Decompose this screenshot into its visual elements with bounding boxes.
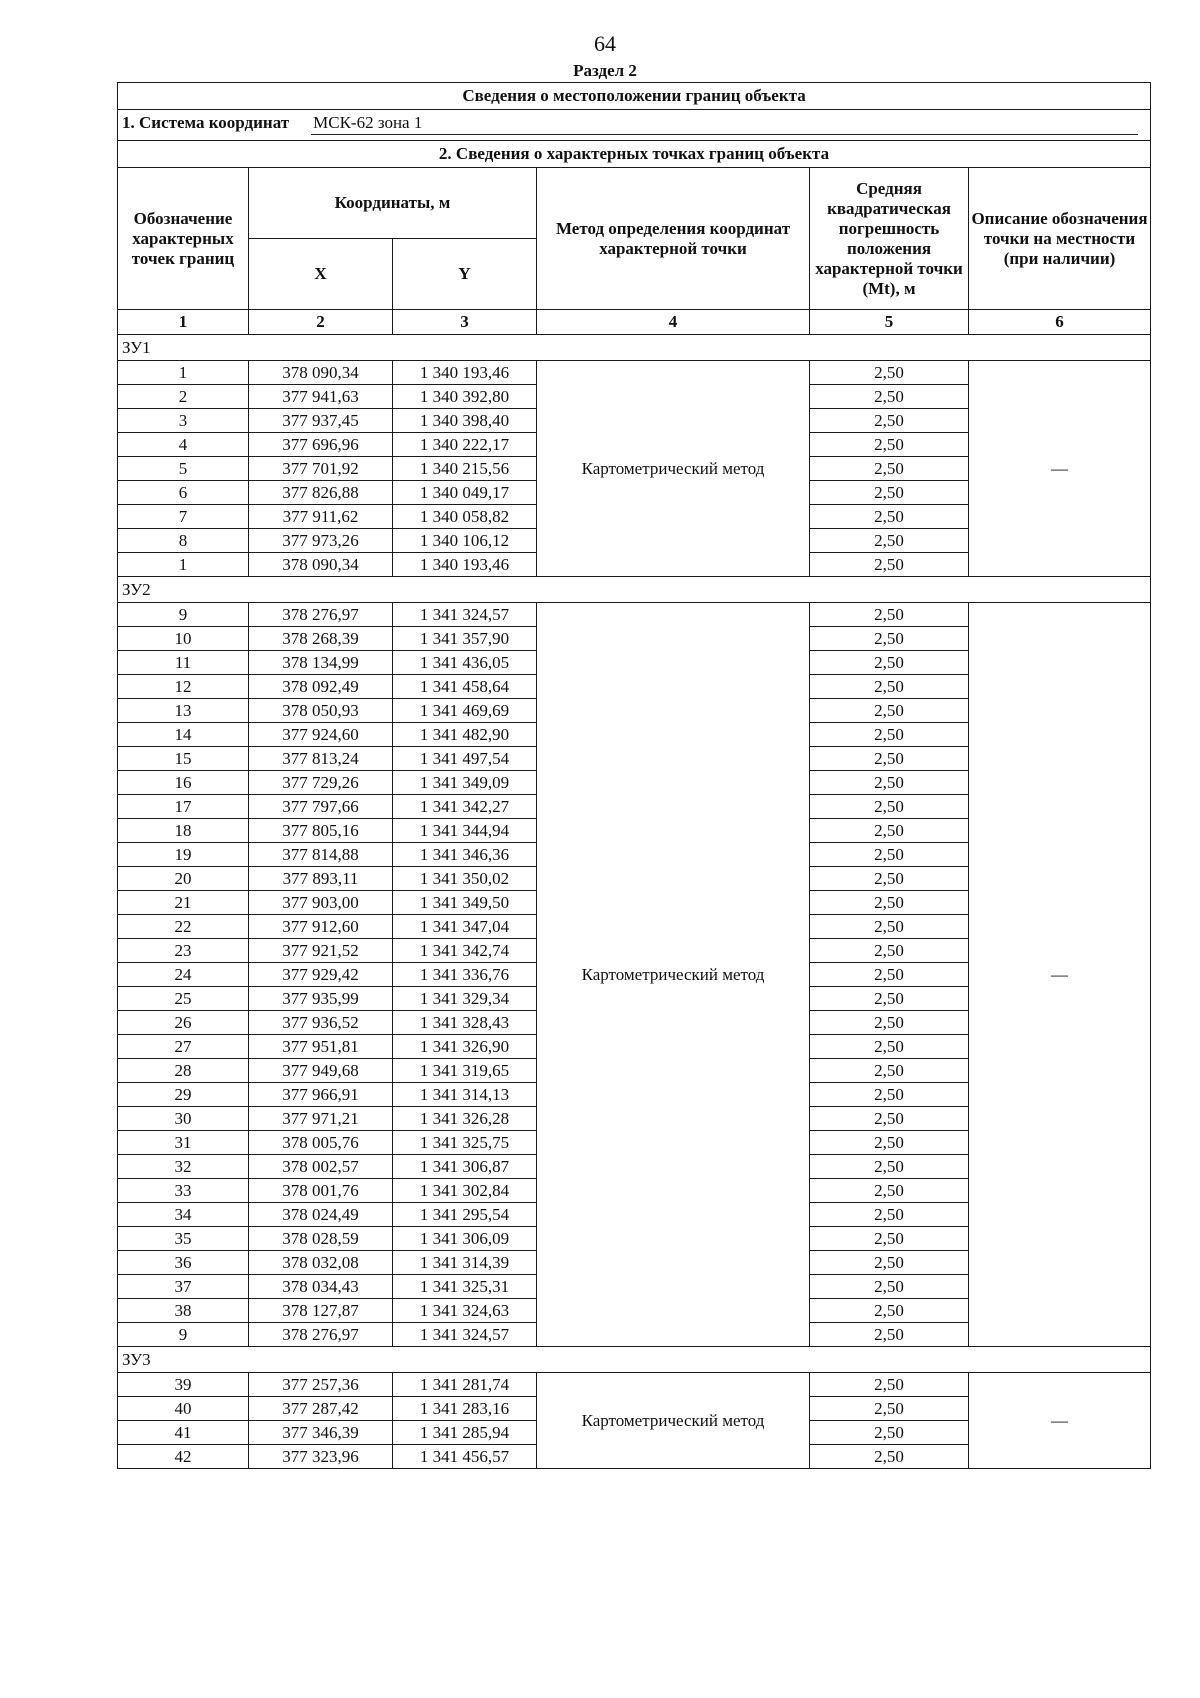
- error-value: 2,50: [810, 603, 969, 627]
- coord-x: 377 971,21: [249, 1107, 393, 1131]
- error-value: 2,50: [810, 675, 969, 699]
- coord-x: 378 127,87: [249, 1299, 393, 1323]
- coord-y: 1 341 350,02: [393, 867, 537, 891]
- point-number: 39: [118, 1373, 249, 1397]
- coord-y: 1 341 329,34: [393, 987, 537, 1011]
- coord-x: 377 729,26: [249, 771, 393, 795]
- coord-x: 378 268,39: [249, 627, 393, 651]
- coord-y: 1 341 324,57: [393, 1323, 537, 1347]
- coord-y: 1 341 336,76: [393, 963, 537, 987]
- coord-x: 378 001,76: [249, 1179, 393, 1203]
- column-number: 6: [969, 310, 1151, 335]
- point-number: 13: [118, 699, 249, 723]
- coord-x: 377 814,88: [249, 843, 393, 867]
- error-value: 2,50: [810, 1035, 969, 1059]
- coord-x: 378 092,49: [249, 675, 393, 699]
- point-number: 15: [118, 747, 249, 771]
- point-number: 40: [118, 1397, 249, 1421]
- coord-y: 1 341 326,90: [393, 1035, 537, 1059]
- coord-y: 1 341 306,87: [393, 1155, 537, 1179]
- coord-y: 1 341 469,69: [393, 699, 537, 723]
- coord-y: 1 341 342,27: [393, 795, 537, 819]
- group-row: [118, 335, 1151, 361]
- coord-x: 377 701,92: [249, 457, 393, 481]
- point-number: 36: [118, 1251, 249, 1275]
- coord-x: 377 929,42: [249, 963, 393, 987]
- point-number: 11: [118, 651, 249, 675]
- coord-y: 1 341 328,43: [393, 1011, 537, 1035]
- point-number: 25: [118, 987, 249, 1011]
- coord-x: 378 024,49: [249, 1203, 393, 1227]
- coord-y: 1 341 324,63: [393, 1299, 537, 1323]
- coord-x: 378 134,99: [249, 651, 393, 675]
- error-value: 2,50: [810, 1227, 969, 1251]
- point-number: 29: [118, 1083, 249, 1107]
- error-value: 2,50: [810, 771, 969, 795]
- group-name: ЗУ3: [118, 1347, 1151, 1373]
- coord-x: 378 090,34: [249, 553, 393, 577]
- coord-x: 377 935,99: [249, 987, 393, 1011]
- coord-x: 377 924,60: [249, 723, 393, 747]
- table-row: [118, 603, 1151, 627]
- coord-x: 377 903,00: [249, 891, 393, 915]
- points-title: 2. Сведения о характерных точках границ объекта: [118, 141, 1151, 168]
- coord-y: 1 341 456,57: [393, 1445, 537, 1469]
- header-method: Метод определения координат характерной точки: [537, 168, 810, 310]
- error-value: 2,50: [810, 987, 969, 1011]
- error-value: 2,50: [810, 1251, 969, 1275]
- point-number: 16: [118, 771, 249, 795]
- error-value: 2,50: [810, 1059, 969, 1083]
- coord-x: 377 936,52: [249, 1011, 393, 1035]
- coord-x: 377 346,39: [249, 1421, 393, 1445]
- error-value: 2,50: [810, 1203, 969, 1227]
- point-number: 18: [118, 819, 249, 843]
- coord-y: 1 341 295,54: [393, 1203, 537, 1227]
- coord-y: 1 340 193,46: [393, 553, 537, 577]
- error-value: 2,50: [810, 1179, 969, 1203]
- coord-x: 377 973,26: [249, 529, 393, 553]
- column-number: 4: [537, 310, 810, 335]
- coord-y: 1 340 058,82: [393, 505, 537, 529]
- coord-x: 378 005,76: [249, 1131, 393, 1155]
- point-number: 20: [118, 867, 249, 891]
- coord-y: 1 341 497,54: [393, 747, 537, 771]
- error-value: 2,50: [810, 1397, 969, 1421]
- coord-x: 378 050,93: [249, 699, 393, 723]
- coord-y: 1 340 398,40: [393, 409, 537, 433]
- coord-y: 1 341 436,05: [393, 651, 537, 675]
- error-value: 2,50: [810, 939, 969, 963]
- error-value: 2,50: [810, 481, 969, 505]
- group-name: ЗУ2: [118, 577, 1151, 603]
- error-value: 2,50: [810, 1275, 969, 1299]
- coord-x: 377 912,60: [249, 915, 393, 939]
- method-cell: Картометрический метод: [537, 361, 810, 577]
- point-number: 1: [118, 553, 249, 577]
- coord-x: 377 893,11: [249, 867, 393, 891]
- coord-y: 1 341 314,13: [393, 1083, 537, 1107]
- coord-x: 378 276,97: [249, 603, 393, 627]
- coord-y: 1 341 325,75: [393, 1131, 537, 1155]
- point-number: 37: [118, 1275, 249, 1299]
- coord-y: 1 341 314,39: [393, 1251, 537, 1275]
- method-cell: Картометрический метод: [537, 1373, 810, 1469]
- point-number: 17: [118, 795, 249, 819]
- error-value: 2,50: [810, 915, 969, 939]
- error-value: 2,50: [810, 457, 969, 481]
- section-title: Раздел 2: [573, 61, 637, 80]
- point-number: 21: [118, 891, 249, 915]
- error-value: 2,50: [810, 361, 969, 385]
- error-value: 2,50: [810, 627, 969, 651]
- coord-x: 377 921,52: [249, 939, 393, 963]
- description-cell: —: [969, 361, 1151, 577]
- coord-y: 1 341 349,50: [393, 891, 537, 915]
- coord-y: 1 341 347,04: [393, 915, 537, 939]
- point-number: 41: [118, 1421, 249, 1445]
- error-value: 2,50: [810, 723, 969, 747]
- table-title: Сведения о местоположении границ объекта: [118, 83, 1151, 110]
- coord-x: 378 090,34: [249, 361, 393, 385]
- error-value: 2,50: [810, 867, 969, 891]
- error-value: 2,50: [810, 651, 969, 675]
- error-value: 2,50: [810, 433, 969, 457]
- error-value: 2,50: [810, 795, 969, 819]
- coord-y: 1 340 215,56: [393, 457, 537, 481]
- point-number: 2: [118, 385, 249, 409]
- error-value: 2,50: [810, 819, 969, 843]
- point-number: 24: [118, 963, 249, 987]
- point-number: 28: [118, 1059, 249, 1083]
- error-value: 2,50: [810, 1421, 969, 1445]
- error-value: 2,50: [810, 1011, 969, 1035]
- coord-y: 1 340 222,17: [393, 433, 537, 457]
- coord-y: 1 341 458,64: [393, 675, 537, 699]
- error-value: 2,50: [810, 409, 969, 433]
- coord-x: 378 034,43: [249, 1275, 393, 1299]
- table-row: [118, 1373, 1151, 1397]
- coord-x: 377 826,88: [249, 481, 393, 505]
- error-value: 2,50: [810, 553, 969, 577]
- point-number: 32: [118, 1155, 249, 1179]
- coord-x: 377 911,62: [249, 505, 393, 529]
- page-number: 64: [594, 31, 616, 56]
- error-value: 2,50: [810, 505, 969, 529]
- point-number: 5: [118, 457, 249, 481]
- coord-x: 378 028,59: [249, 1227, 393, 1251]
- coord-y: 1 340 106,12: [393, 529, 537, 553]
- error-value: 2,50: [810, 1445, 969, 1469]
- column-number: 2: [249, 310, 393, 335]
- coord-x: 377 937,45: [249, 409, 393, 433]
- header-description: Описание обозначения точки на местности (при наличии): [969, 168, 1151, 310]
- point-number: 19: [118, 843, 249, 867]
- coord-y: 1 341 342,74: [393, 939, 537, 963]
- coord-x: 377 941,63: [249, 385, 393, 409]
- error-value: 2,50: [810, 1323, 969, 1347]
- coord-x: 377 951,81: [249, 1035, 393, 1059]
- coord-y: 1 341 324,57: [393, 603, 537, 627]
- error-value: 2,50: [810, 1155, 969, 1179]
- point-number: 4: [118, 433, 249, 457]
- point-number: 1: [118, 361, 249, 385]
- point-number: 7: [118, 505, 249, 529]
- description-cell: —: [969, 1373, 1151, 1469]
- point-number: 34: [118, 1203, 249, 1227]
- point-number: 27: [118, 1035, 249, 1059]
- coord-y: 1 341 357,90: [393, 627, 537, 651]
- coord-x: 377 966,91: [249, 1083, 393, 1107]
- coord-x: 377 287,42: [249, 1397, 393, 1421]
- error-value: 2,50: [810, 529, 969, 553]
- group-row: [118, 1347, 1151, 1373]
- coord-x: 378 276,97: [249, 1323, 393, 1347]
- coord-system-label: 1. Система координат: [122, 113, 290, 132]
- table-row: [118, 361, 1151, 385]
- point-number: 35: [118, 1227, 249, 1251]
- boundary-points-table: [117, 82, 1151, 1469]
- error-value: 2,50: [810, 1299, 969, 1323]
- error-value: 2,50: [810, 1107, 969, 1131]
- coord-x: 377 805,16: [249, 819, 393, 843]
- description-cell: —: [969, 603, 1151, 1347]
- group-name: ЗУ1: [118, 335, 1151, 361]
- coord-y: 1 340 193,46: [393, 361, 537, 385]
- coord-y: 1 341 326,28: [393, 1107, 537, 1131]
- coord-x: 378 032,08: [249, 1251, 393, 1275]
- coord-y: 1 341 319,65: [393, 1059, 537, 1083]
- header-x: X: [249, 239, 393, 310]
- point-number: 31: [118, 1131, 249, 1155]
- coord-y: 1 341 325,31: [393, 1275, 537, 1299]
- error-value: 2,50: [810, 963, 969, 987]
- point-number: 23: [118, 939, 249, 963]
- coord-y: 1 341 306,09: [393, 1227, 537, 1251]
- header-y: Y: [393, 239, 537, 310]
- coord-system-value: МСК-62 зона 1: [311, 112, 1138, 135]
- method-cell: Картометрический метод: [537, 603, 810, 1347]
- point-number: 9: [118, 1323, 249, 1347]
- coord-y: 1 341 482,90: [393, 723, 537, 747]
- point-number: 14: [118, 723, 249, 747]
- error-value: 2,50: [810, 699, 969, 723]
- group-row: [118, 577, 1151, 603]
- coord-x: 377 949,68: [249, 1059, 393, 1083]
- coord-y: 1 341 281,74: [393, 1373, 537, 1397]
- column-number: 5: [810, 310, 969, 335]
- error-value: 2,50: [810, 1131, 969, 1155]
- coord-y: 1 340 049,17: [393, 481, 537, 505]
- error-value: 2,50: [810, 747, 969, 771]
- header-coordinates: Координаты, м: [249, 168, 537, 239]
- header-error: Средняя квадратическая погрешность положения характерной точки (Mt), м: [810, 168, 969, 310]
- coord-y: 1 341 302,84: [393, 1179, 537, 1203]
- point-number: 12: [118, 675, 249, 699]
- point-number: 9: [118, 603, 249, 627]
- column-number: 1: [118, 310, 249, 335]
- point-number: 22: [118, 915, 249, 939]
- column-number: 3: [393, 310, 537, 335]
- coord-x: 378 002,57: [249, 1155, 393, 1179]
- point-number: 6: [118, 481, 249, 505]
- error-value: 2,50: [810, 843, 969, 867]
- point-number: 8: [118, 529, 249, 553]
- point-number: 26: [118, 1011, 249, 1035]
- point-number: 10: [118, 627, 249, 651]
- point-number: 3: [118, 409, 249, 433]
- coord-x: 377 257,36: [249, 1373, 393, 1397]
- point-number: 30: [118, 1107, 249, 1131]
- point-number: 38: [118, 1299, 249, 1323]
- point-number: 42: [118, 1445, 249, 1469]
- coord-x: 377 797,66: [249, 795, 393, 819]
- coord-y: 1 341 349,09: [393, 771, 537, 795]
- error-value: 2,50: [810, 385, 969, 409]
- header-designation: Обозначение характерных точек границ: [118, 168, 249, 310]
- coord-y: 1 341 346,36: [393, 843, 537, 867]
- coord-y: 1 341 344,94: [393, 819, 537, 843]
- coord-system-row: [118, 110, 1151, 141]
- coord-x: 377 696,96: [249, 433, 393, 457]
- error-value: 2,50: [810, 1373, 969, 1397]
- coord-y: 1 340 392,80: [393, 385, 537, 409]
- coord-y: 1 341 285,94: [393, 1421, 537, 1445]
- error-value: 2,50: [810, 891, 969, 915]
- coord-x: 377 323,96: [249, 1445, 393, 1469]
- error-value: 2,50: [810, 1083, 969, 1107]
- point-number: 33: [118, 1179, 249, 1203]
- coord-y: 1 341 283,16: [393, 1397, 537, 1421]
- coord-x: 377 813,24: [249, 747, 393, 771]
